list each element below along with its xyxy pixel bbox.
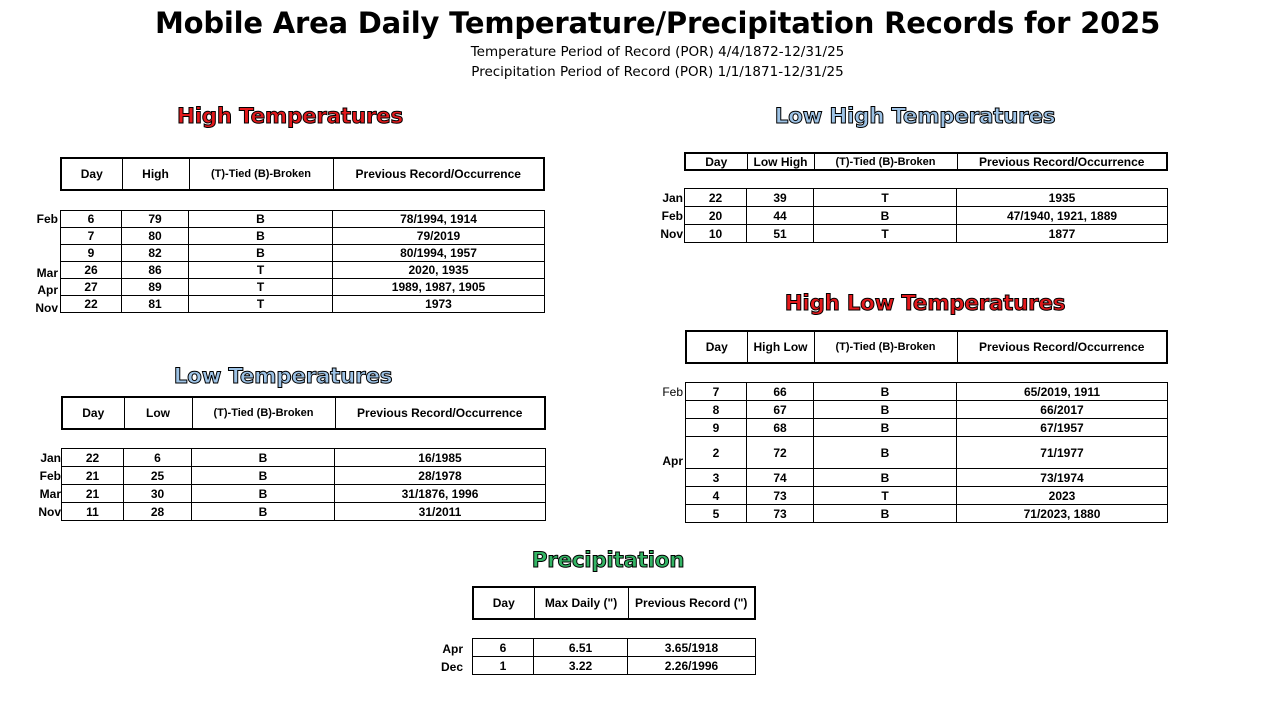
- table-cell: 80: [122, 228, 189, 245]
- month-label: Feb: [39, 469, 61, 483]
- column-header: Previous Record/Occurrence: [335, 397, 545, 429]
- table-cell: 31/1876, 1996: [335, 485, 546, 503]
- table-cell: B: [192, 449, 335, 467]
- table-row: [686, 487, 1168, 505]
- table-cell: 1989, 1987, 1905: [333, 279, 545, 296]
- table-cell: 31/2011: [335, 503, 546, 521]
- month-label: Jan: [40, 451, 61, 465]
- month-label: Nov: [660, 227, 683, 241]
- table-row: [61, 279, 545, 296]
- table-cell: 66: [747, 383, 814, 401]
- low-temperatures-title: Low Temperatures: [173, 364, 393, 389]
- table-row: [686, 505, 1168, 523]
- month-label: Feb: [661, 209, 683, 223]
- table-cell: 82: [122, 245, 189, 262]
- table-cell: 7: [61, 228, 122, 245]
- table-row: [686, 419, 1168, 437]
- month-label: Dec: [440, 660, 463, 674]
- table-cell: 4: [686, 487, 747, 505]
- column-header: (T)-Tied (B)-Broken: [814, 331, 957, 363]
- table-cell: 73: [747, 505, 814, 523]
- table-cell: 68: [747, 419, 814, 437]
- table-cell: 6: [124, 449, 192, 467]
- table-cell: T: [189, 296, 333, 313]
- table-row: [62, 485, 546, 503]
- precipitation-period-of-record: Precipitation Period of Record (POR) 1/1/1871-12/31/25: [471, 64, 844, 80]
- month-label: Apr: [37, 283, 58, 297]
- column-header: High Low: [747, 331, 814, 363]
- table-cell: B: [192, 503, 335, 521]
- table-cell: B: [189, 245, 333, 262]
- table-cell: 67/1957: [957, 419, 1168, 437]
- table-cell: 30: [124, 485, 192, 503]
- table-row: [685, 189, 1168, 207]
- low-temperatures-header: [61, 396, 546, 430]
- precipitation-title: Precipitation: [531, 548, 685, 573]
- table-cell: 8: [686, 401, 747, 419]
- table-cell: 73/1974: [957, 469, 1168, 487]
- table-cell: B: [814, 505, 957, 523]
- table-cell: 21: [62, 485, 124, 503]
- table-cell: 73: [747, 487, 814, 505]
- table-row: [61, 262, 545, 279]
- table-cell: B: [192, 485, 335, 503]
- table-cell: 26: [61, 262, 122, 279]
- column-header: (T)-Tied (B)-Broken: [192, 397, 335, 429]
- table-cell: B: [189, 228, 333, 245]
- column-header: (T)-Tied (B)-Broken: [189, 158, 333, 190]
- table-cell: 79/2019: [333, 228, 545, 245]
- high-low-temperatures-title: High Low Temperatures: [784, 291, 1066, 316]
- table-cell: 6.51: [534, 639, 628, 657]
- month-label: Apr: [662, 454, 683, 468]
- table-cell: 11: [62, 503, 124, 521]
- table-cell: 65/2019, 1911: [957, 383, 1168, 401]
- table-cell: 1: [473, 657, 534, 675]
- high-low-temperatures-table: [685, 382, 1168, 523]
- table-cell: 10: [685, 225, 747, 243]
- table-cell: 6: [61, 211, 122, 228]
- month-label: Mar: [36, 266, 58, 280]
- table-cell: 47/1940, 1921, 1889: [957, 207, 1168, 225]
- column-header: High: [122, 158, 189, 190]
- table-cell: 22: [62, 449, 124, 467]
- column-header: Previous Record/Occurrence: [333, 158, 544, 190]
- table-cell: 2: [686, 437, 747, 469]
- table-cell: 28/1978: [335, 467, 546, 485]
- table-cell: 71/2023, 1880: [957, 505, 1168, 523]
- table-cell: 9: [686, 419, 747, 437]
- table-row: [685, 207, 1168, 225]
- page-title: Mobile Area Daily Temperature/Precipitation Records for 2025: [154, 6, 1161, 40]
- table-cell: 44: [747, 207, 814, 225]
- table-cell: 1877: [957, 225, 1168, 243]
- table-cell: B: [814, 383, 957, 401]
- table-row: [685, 225, 1168, 243]
- table-cell: 3: [686, 469, 747, 487]
- low-high-temperatures-header: [684, 152, 1168, 171]
- table-cell: 2020, 1935: [333, 262, 545, 279]
- table-cell: B: [814, 401, 957, 419]
- table-cell: T: [189, 262, 333, 279]
- table-cell: 66/2017: [957, 401, 1168, 419]
- table-cell: T: [814, 189, 957, 207]
- column-header: Day: [685, 153, 747, 170]
- table-row: [686, 401, 1168, 419]
- table-row: [686, 437, 1168, 469]
- low-high-temperatures-table: [684, 188, 1168, 243]
- table-row: [61, 245, 545, 262]
- table-cell: 74: [747, 469, 814, 487]
- table-cell: 1935: [957, 189, 1168, 207]
- table-row: [686, 469, 1168, 487]
- table-cell: 27: [61, 279, 122, 296]
- high-low-temperatures-header: [685, 330, 1168, 364]
- table-cell: 3.65/1918: [628, 639, 756, 657]
- table-cell: 25: [124, 467, 192, 485]
- table-cell: 6: [473, 639, 534, 657]
- table-row: [473, 639, 756, 657]
- high-temperatures-header: [60, 157, 545, 191]
- table-cell: 9: [61, 245, 122, 262]
- table-cell: 21: [62, 467, 124, 485]
- month-label: Mar: [39, 487, 61, 501]
- high-temperatures-title: High Temperatures: [177, 104, 403, 129]
- table-cell: B: [189, 211, 333, 228]
- column-header: Previous Record/Occurrence: [957, 153, 1167, 170]
- table-cell: B: [814, 437, 957, 469]
- low-temperatures-table: [61, 448, 546, 521]
- table-cell: 86: [122, 262, 189, 279]
- table-cell: 80/1994, 1957: [333, 245, 545, 262]
- column-header: Low High: [747, 153, 814, 170]
- table-cell: B: [814, 207, 957, 225]
- column-header: Previous Record/Occurrence: [957, 331, 1167, 363]
- month-label: Jan: [662, 191, 683, 205]
- table-cell: 2.26/1996: [628, 657, 756, 675]
- table-cell: 72: [747, 437, 814, 469]
- precipitation-header: [472, 586, 756, 620]
- month-label: Feb: [36, 212, 58, 226]
- table-row: [61, 228, 545, 245]
- table-cell: 79: [122, 211, 189, 228]
- table-cell: 16/1985: [335, 449, 546, 467]
- low-high-temperatures-title: Low High Temperatures: [774, 104, 1056, 129]
- month-label: Apr: [442, 642, 463, 656]
- table-cell: B: [814, 419, 957, 437]
- table-cell: 89: [122, 279, 189, 296]
- high-temperatures-table: [60, 210, 545, 313]
- column-header: Max Daily ("): [534, 587, 628, 619]
- table-cell: B: [814, 469, 957, 487]
- table-cell: 2023: [957, 487, 1168, 505]
- table-cell: 7: [686, 383, 747, 401]
- column-header: Day: [61, 158, 122, 190]
- table-cell: 5: [686, 505, 747, 523]
- table-row: [62, 467, 546, 485]
- column-header: (T)-Tied (B)-Broken: [814, 153, 957, 170]
- table-cell: 71/1977: [957, 437, 1168, 469]
- table-row: [62, 503, 546, 521]
- temperature-period-of-record: Temperature Period of Record (POR) 4/4/1872-12/31/25: [470, 44, 845, 60]
- column-header: Day: [686, 331, 747, 363]
- table-row: [61, 211, 545, 228]
- table-cell: 51: [747, 225, 814, 243]
- table-row: [62, 449, 546, 467]
- table-cell: T: [189, 279, 333, 296]
- table-cell: 20: [685, 207, 747, 225]
- column-header: Day: [473, 587, 534, 619]
- table-cell: T: [814, 225, 957, 243]
- table-cell: 81: [122, 296, 189, 313]
- month-label: Nov: [38, 505, 61, 519]
- table-cell: 1973: [333, 296, 545, 313]
- table-cell: B: [192, 467, 335, 485]
- precipitation-table: [472, 638, 756, 675]
- table-row: [473, 657, 756, 675]
- table-cell: 3.22: [534, 657, 628, 675]
- table-cell: T: [814, 487, 957, 505]
- column-header: Previous Record ("): [628, 587, 755, 619]
- table-row: [61, 296, 545, 313]
- table-row: [686, 383, 1168, 401]
- month-label: Nov: [35, 301, 58, 315]
- table-cell: 39: [747, 189, 814, 207]
- table-cell: 67: [747, 401, 814, 419]
- table-cell: 28: [124, 503, 192, 521]
- table-cell: 22: [61, 296, 122, 313]
- table-cell: 78/1994, 1914: [333, 211, 545, 228]
- table-cell: 22: [685, 189, 747, 207]
- column-header: Day: [62, 397, 124, 429]
- column-header: Low: [124, 397, 192, 429]
- month-label: Feb: [662, 385, 683, 399]
